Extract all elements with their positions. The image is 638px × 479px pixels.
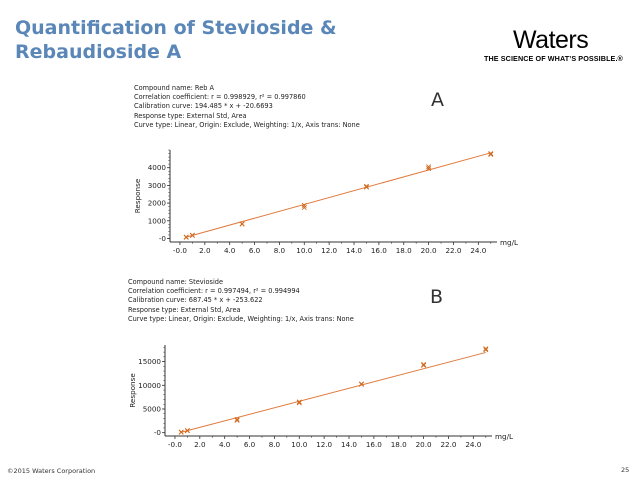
- x-axis-title-a: mg/L: [500, 238, 518, 247]
- x-tick-label-b: 8.0: [268, 440, 281, 449]
- response-type-b: Response type: External Std, Area: [128, 305, 241, 314]
- x-tick-label-b: 24.0: [465, 440, 482, 449]
- x-tick-label-a: 24.0: [470, 246, 487, 255]
- x-tick-label-a: 8.0: [273, 246, 286, 255]
- y-tick-label-a: 2000: [147, 198, 166, 208]
- calibration-curve-a: Calibration curve: 194.485 * x + -20.6693: [134, 102, 273, 111]
- x-tick-label-b: 10.0: [291, 440, 308, 449]
- x-tick-label-b: 6.0: [243, 440, 256, 449]
- x-tick-label-b: 20.0: [415, 440, 432, 449]
- calibration-curve-b: Calibration curve: 687.45 * x + -253.622: [128, 296, 263, 305]
- compound-name-b: Compound name: Stevioside: [128, 278, 224, 286]
- x-tick-label-b: 16.0: [365, 440, 382, 449]
- compound-name-a: Compound name: Reb A: [134, 84, 215, 92]
- brand-logo: Waters: [513, 26, 589, 54]
- x-tick-label-a: 12.0: [321, 246, 338, 255]
- curve-type-a: Curve type: Linear, Origin: Exclude, Weighting: 1/x, Axis trans: None: [134, 120, 360, 129]
- x-tick-label-b: 2.0: [194, 440, 206, 449]
- y-tick-label-b: 15000: [138, 357, 161, 367]
- x-tick-label-b: 18.0: [390, 440, 407, 449]
- y-tick-label-a: -0: [158, 233, 166, 243]
- y-tick-label-b: 10000: [138, 380, 161, 390]
- x-tick-label-b: 14.0: [341, 440, 358, 449]
- x-tick-label-b: -0.0: [167, 440, 182, 449]
- x-tick-label-a: 4.0: [223, 246, 236, 255]
- panel-letter-b: B: [430, 286, 444, 308]
- panel-letter-a: A: [431, 89, 444, 111]
- x-tick-label-a: 10.0: [296, 246, 313, 255]
- x-tick-label-b: 4.0: [218, 440, 231, 449]
- x-tick-label-a: 2.0: [199, 246, 211, 255]
- x-tick-label-a: 22.0: [445, 246, 462, 255]
- x-tick-label-a: 16.0: [370, 246, 387, 255]
- x-tick-label-a: 20.0: [420, 246, 437, 255]
- page-number: 25: [621, 466, 630, 474]
- y-tick-label-b: -0: [153, 428, 161, 438]
- x-tick-label-b: 12.0: [316, 440, 333, 449]
- slide-title: Quantification of Stevioside & Rebaudioside A: [15, 17, 337, 63]
- correlation-coefficient-a: Correlation coefficient: r = 0.998929, r² = 0.997860: [134, 93, 306, 102]
- response-type-a: Response type: External Std, Area: [134, 111, 247, 120]
- correlation-coefficient-b: Correlation coefficient: r = 0.997494, r² = 0.994994: [128, 287, 300, 296]
- y-tick-label-a: 1000: [147, 216, 166, 226]
- x-tick-label-a: 14.0: [346, 246, 363, 255]
- y-tick-label-b: 5000: [142, 404, 161, 414]
- x-tick-label-a: -0.0: [172, 246, 187, 255]
- calibration-fit-line-b: [181, 352, 486, 432]
- y-axis-title-a: Response: [133, 178, 142, 214]
- y-tick-label-a: 4000: [147, 163, 166, 173]
- x-axis-title-b: mg/L: [495, 432, 513, 441]
- y-tick-label-a: 3000: [147, 180, 166, 190]
- brand-tagline: THE SCIENCE OF WHAT’S POSSIBLE.®: [484, 54, 623, 63]
- curve-type-b: Curve type: Linear, Origin: Exclude, Weighting: 1/x, Axis trans: None: [128, 314, 354, 323]
- x-tick-label-a: 18.0: [395, 246, 412, 255]
- x-tick-label-a: 6.0: [248, 246, 261, 255]
- footer-copyright: ©2015 Waters Corporation: [7, 467, 96, 475]
- x-tick-label-b: 22.0: [440, 440, 457, 449]
- y-axis-title-b: Response: [128, 373, 137, 408]
